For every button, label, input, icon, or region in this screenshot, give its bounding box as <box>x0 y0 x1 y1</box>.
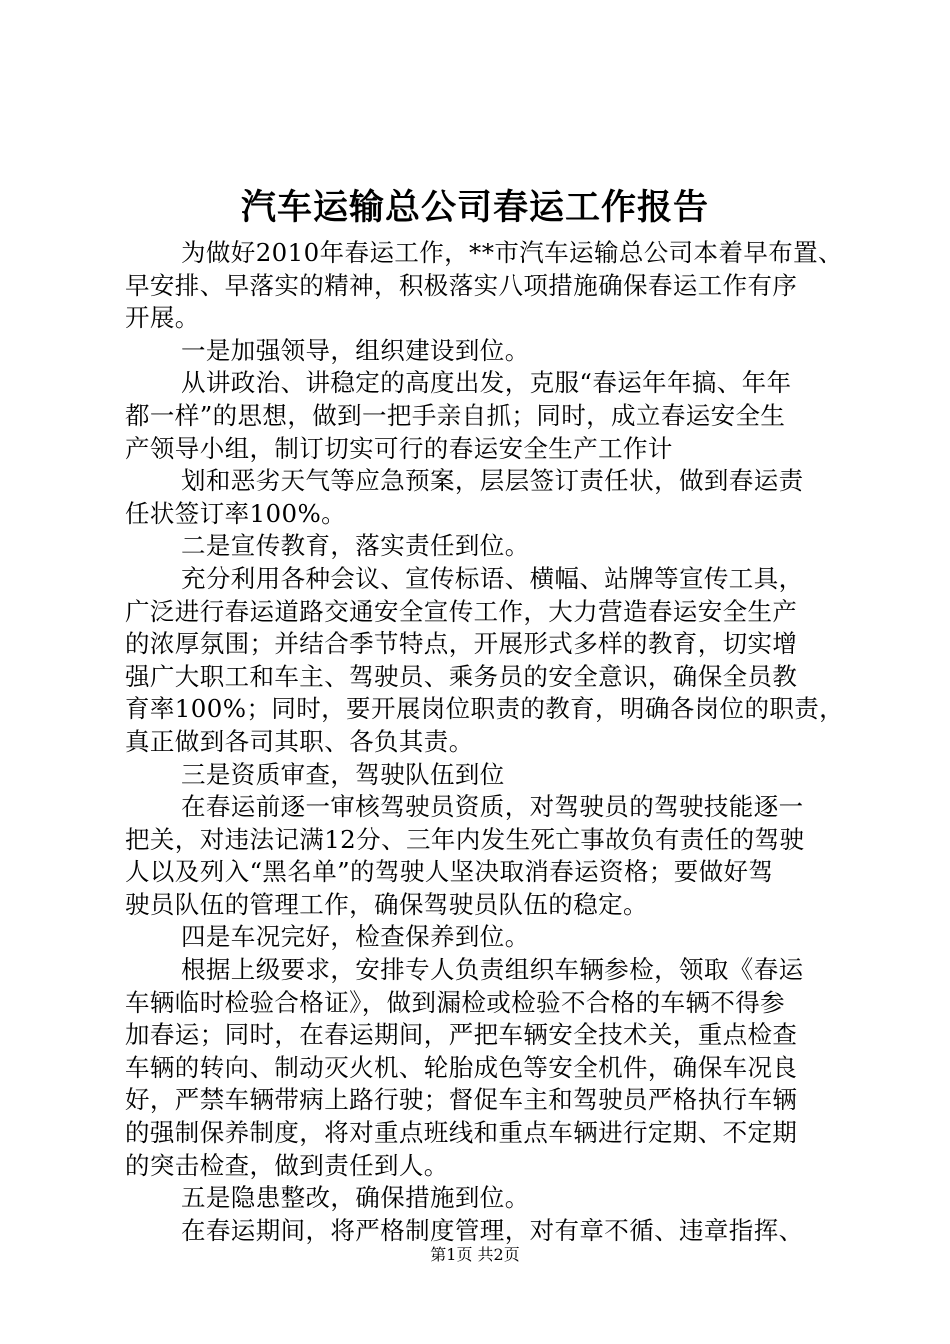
body-line: 的强制保养制度，将对重点班线和重点车辆进行定期、不定期 <box>125 1118 798 1148</box>
body-line: 的浓厚氛围；并结合季节特点，开展形式多样的教育，切实增 <box>125 629 798 659</box>
body-line: 划和恶劣天气等应急预案，层层签订责任状，做到春运责 <box>181 466 804 496</box>
body-line: 早安排、早落实的精神，积极落实八项措施确保春运工作有序 <box>125 270 798 300</box>
body-line: 任状签订率100%。 <box>125 498 347 528</box>
body-line: 加春运；同时，在春运期间，严把车辆安全技术关，重点检查 <box>125 1020 798 1050</box>
body-line: 的突击检查，做到责任到人。 <box>125 1150 449 1180</box>
body-line: 人以及列入“黑名单”的驾驶人坚决取消春运资格；要做好驾 <box>125 857 774 887</box>
page-number: 第1页 共2页 <box>430 1245 520 1264</box>
body-line: 从讲政治、讲稳定的高度出发，克服“春运年年搞、年年 <box>181 368 792 398</box>
body-line: 好，严禁车辆带病上路行驶；督促车主和驾驶员严格执行车辆 <box>125 1085 798 1115</box>
body-line: 育率100%；同时，要开展岗位职责的教育，明确各岗位的职责， <box>125 694 845 724</box>
body-line: 在春运期间，将严格制度管理，对有章不循、违章指挥、 <box>181 1215 804 1245</box>
body-line: 为做好2010年春运工作，**市汽车运输总公司本着早布置、 <box>181 238 843 267</box>
body-line: 开展。 <box>125 303 200 333</box>
body-line: 根据上级要求，安排专人负责组织车辆参检，领取《春运 <box>181 955 804 985</box>
body-line: 在春运前逐一审核驾驶员资质，对驾驶员的驾驶技能逐一 <box>181 792 804 822</box>
section-heading: 二是宣传教育，落实责任到位。 <box>181 531 530 561</box>
section-heading: 三是资质审查，驾驶队伍到位 <box>181 759 505 789</box>
body-line: 充分利用各种会议、宣传标语、横幅、站牌等宣传工具， <box>181 563 804 593</box>
section-heading: 五是隐患整改，确保措施到位。 <box>181 1183 530 1213</box>
body-line: 都一样”的思想，做到一把手亲自抓；同时，成立春运安全生 <box>125 400 786 430</box>
body-line: 强广大职工和车主、驾驶员、乘务员的安全意识，确保全员教 <box>125 661 798 691</box>
document-title: 汽车运输总公司春运工作报告 <box>240 187 709 228</box>
body-line: 真正做到各司其职、各负其责。 <box>125 726 474 756</box>
body-line: 车辆的转向、制动灭火机、轮胎成色等安全机件，确保车况良 <box>125 1052 798 1082</box>
body-line: 广泛进行春运道路交通安全宣传工作，大力营造春运安全生产 <box>125 596 798 626</box>
section-heading: 一是加强领导，组织建设到位。 <box>181 335 530 365</box>
body-line: 产领导小组，制订切实可行的春运安全生产工作计 <box>125 433 673 463</box>
body-line: 驶员队伍的管理工作，确保驾驶员队伍的稳定。 <box>125 889 648 919</box>
section-heading: 四是车况完好，检查保养到位。 <box>181 922 530 952</box>
body-line: 把关，对违法记满12分、三年内发生死亡事故负有责任的驾驶 <box>125 824 805 854</box>
body-line: 车辆临时检验合格证》，做到漏检或检验不合格的车辆不得参 <box>125 987 786 1017</box>
document-body <box>125 237 845 1247</box>
